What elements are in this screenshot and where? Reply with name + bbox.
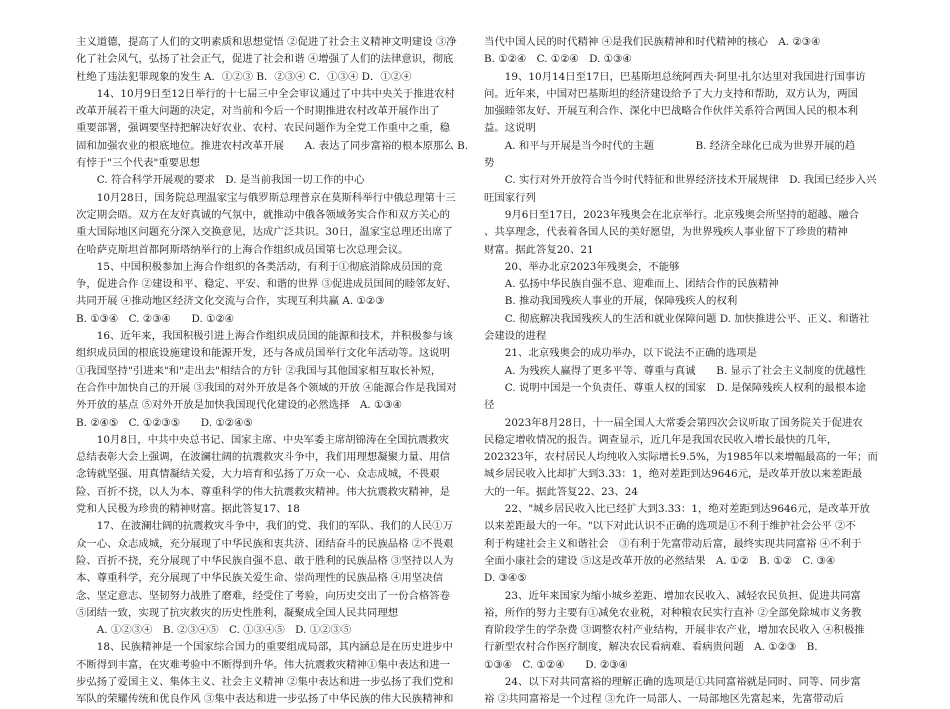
text-line: 在合作中加快自己的开展 ③我国的对外开放是各个领域的开放 ④能源合作是我国对: [76, 381, 457, 394]
text-line: ⑤团结一致，实现了抗灾救灾的历史性胜利，凝聚成全国人民共同理想: [76, 606, 399, 619]
text-line: 军队的荣耀传统和优良作风 ③集中表达和进一步弘扬了中华民族的伟大民族精神和: [76, 693, 454, 706]
text-line: 24、以下对共同富裕的理解正确的选项是①共同富裕就是同时、同等、同步富: [484, 675, 861, 688]
text-line: 杜绝了违法犯罪现象的发生 A．①②③ B．②③④ C．①③④ D．①②④: [76, 70, 412, 83]
text-line: D. ③④⑤: [484, 572, 527, 585]
text-line: 组织成员国的根底设施建设和能源开发，还与各成员国举行文化年活动等。这说明: [76, 347, 451, 360]
text-line: 14、10月9日至12日举行的十七届三中全会审议通过了中共中央关于推进农村: [76, 87, 455, 100]
text-line: 争，促进合作 ②建设和平、稳定、平安、和谐的世界 ③促进成员国间的睦邻友好、: [76, 278, 457, 291]
text-line: 20、举办北京2023年残奥会，不能够: [484, 260, 680, 273]
text-line: 10月8日，中共中央总书记、国家主席、中央军委主席胡锦涛在全国抗震救灾: [76, 433, 450, 446]
text-line: ①③④ C. ①②④ D. ②③④: [484, 658, 628, 671]
text-line: C. 彻底解决我国残疾人的生活和就业保障问题 D. 加快推进公平、正义、和谐社: [484, 312, 870, 325]
text-line: 21、北京残奥会的成功举办，以下说法不正确的选项是: [484, 347, 757, 360]
text-line: 裕，所作的努力主要有①减免农业税，对种粮农民实行直补 ②全部免除城市义务教: [484, 606, 862, 619]
text-line: 不断得到丰富，在灾难考验中不断得到升华。伟大抗震救灾精神①集中表达和进一: [76, 658, 451, 671]
text-line: 22、"城乡居民收入比已经扩大到3.33：1，绝对差距到达9646元，是改革开放: [484, 503, 870, 516]
text-line: A. ①②③④ B. ②③④⑤ C. ①③④⑤ D. ①②③⑤: [76, 624, 352, 637]
text-line: B. ①②④ C. ①②④ D. ①③④: [484, 53, 632, 66]
text-line: 有悖于"三个代表"重要思想: [76, 157, 200, 170]
text-line: 念铸就坚强、用真情凝结关爱，大力培育和弘扬了万众一心、众志成城，不畏艰: [76, 468, 440, 481]
right-column: [484, 34, 909, 709]
text-line: 17、在波澜壮阔的抗震救灾斗争中，我们的党、我们的军队、我们的人民①万: [76, 520, 453, 533]
text-line: 、共享理念，代表着各国人民的美好愿望，为世界残疾人事业留下了珍贵的精神: [484, 226, 848, 239]
text-line: 重大国际地区问题充分深入交换意见，达成广泛共识。30日，温家宝总理还出席了: [76, 226, 453, 239]
text-line: 本、尊重科学，充分展现了中华民族关爱生命、崇尚理性的民族品格 ④用坚决信: [76, 572, 443, 585]
text-line: 行新型农村合作医疗制度，解决农民看病难、看病贵问题 A. ①②③ B.: [484, 641, 818, 654]
text-line: B. ①③④ C. ②③④ D. ①②④: [76, 312, 234, 325]
text-line: 在哈萨克斯坦首都阿斯塔纳举行的上海合作组织成员国第七次总理会议。: [76, 243, 409, 256]
text-line: 外开放的基点 ⑤对外开放是加快我国现代化建设的必然选择 A. ①③④: [76, 399, 402, 412]
text-line: 财富。据此答复20、21: [484, 243, 594, 256]
text-line: 大的一年。据此答复22、23、24: [484, 485, 638, 498]
text-line: 险、百折不挠，以人为本、尊重科学的伟大抗震救灾精神。伟大抗震救灾精神，是: [76, 485, 451, 498]
text-line: 径: [484, 399, 495, 412]
text-line: 裕 ②共同富裕是一个过程 ③允许一局部人、一局部地区先富起来，先富带动后: [484, 693, 844, 706]
text-line: 众一心、众志成城，充分展现了中华民族和衷共济、团结奋斗的民族品格 ②不畏艰: [76, 537, 454, 550]
text-line: 10月28日，国务院总理温家宝与俄罗斯总理普京在莫斯科举行中俄总理第十三: [76, 191, 456, 204]
text-line: C. 符合科学开展观的要求 D. 是当前我国一切工作的中心: [76, 174, 365, 187]
text-line: 全面小康社会的建设 ⑤这是改革开放的必然结果 A. ①② B. ①② C. ③④: [484, 554, 836, 567]
text-line: C. 实行对外开放符合当今时代特征和世界经济技术开展规律 D. 我国已经步入兴: [484, 174, 877, 187]
text-line: 加强睦邻友好、开展互利合作、深化中巴战略合作伙伴关系符合两国人民的根本利: [484, 105, 859, 118]
text-line: B. 推动我国残疾人事业的开展，保障残疾人的权利: [484, 295, 738, 308]
text-line: 9月6日至17日，2023年残奥会在北京举行。北京残奥会所坚持的超越、融合: [484, 208, 859, 221]
text-line: 问。近年来，中国对巴基斯坦的经济建设给予了大力支持和帮助，双方认为，两国: [484, 87, 859, 100]
text-line: C. 说明中国是一个负责任、尊重人权的国家 D. 是保障残疾人权利的最根本途: [484, 381, 867, 394]
text-line: 次定期会晤。双方在友好真诚的气氛中，就推动中俄各领域务实合作和双方关心的: [76, 208, 451, 221]
text-line: 23、近年来国家为缩小城乡差距、增加农民收入、减轻农民负担、促进共同富: [484, 589, 861, 602]
text-line: 会建设的进程: [484, 330, 547, 343]
text-line: 共同开展 ④推动地区经济文化交流与合作，实现互利共赢 A. ①②③: [76, 295, 385, 308]
text-line: 16、近年来，我国积极引进上海合作组织成员国的能源和技术，并积极参与该: [76, 330, 453, 343]
text-line: 民稳定增收情况的报告。调查显示，近几年是我国农民收入增长最快的几年，: [484, 433, 838, 446]
text-line: 旺国家行列: [484, 191, 536, 204]
text-line: 固和加强农业的根底地位。推进农村改革开展 A. 表达了同步富裕的根本原那么 B.: [76, 139, 469, 152]
text-line: 育阶段学生的学杂费 ③调整农村产业结构，开展非农产业，增加农民收入 ④积极推: [484, 624, 865, 637]
text-line: 城乡居民收入比却扩大到3.33：1，绝对差距到达9646元，是改革开放以来差距最: [484, 468, 863, 481]
text-line: 利于构建社会主义和谐社会 ③有利于先富带动后富，最终实现共同富裕 ④不利于: [484, 537, 862, 550]
text-line: 15、中国积极参加上海合作组织的各类活动，有利于①彻底消除成员国的竞: [76, 260, 443, 273]
text-line: 主义道德，提高了人们的文明素质和思想觉悟 ②促进了社会主义精神文明建设 ③净: [76, 36, 457, 48]
text-line: A. 和平与开展是当今时代的主题 B. 经济全球化已成为世界开展的趋: [484, 139, 856, 152]
left-column: [76, 34, 501, 709]
text-line: 重要部署，强调要坚持把解决好农业、农村、农民问题作为全党工作重中之重，稳: [76, 122, 451, 135]
text-line: 202323年，农村居民人均纯收入实际增长9.5%，为1985年以来增幅最高的一年；而: [484, 451, 878, 464]
text-line: A. 弘扬中华民族自强不息、迎难而上、团结合作的民族精神: [484, 278, 779, 291]
text-line: 改革开展若干重大问题的决定，对当前和今后一个时期推进农村改革开展作出了: [76, 105, 440, 118]
text-line: 念、坚定意志、坚韧努力战胜了磨难，经受住了考验，向历史交出了一份合格答卷: [76, 589, 451, 602]
text-line: 险、百折不挠，充分展现了中华民族自强不息、敢于胜利的民族品格 ③坚持以人为: [76, 554, 454, 567]
text-line: 19、10月14日至17日，巴基斯坦总统阿西夫·阿里·扎尔达里对我国进行国事访: [484, 70, 866, 83]
text-line: 益。这说明: [484, 122, 536, 135]
text-line: 18、民族精神是一个国家综合国力的重要组成局部，其内涵总是在历史进步中: [76, 641, 453, 654]
text-line: 2023年8月28日，十一届全国人大常委会第四次会议听取了国务院关于促进农: [484, 416, 863, 429]
text-line: A. 为残疾人赢得了更多平等、尊重与真诚 B. 显示了社会主义制度的优越性: [484, 364, 866, 377]
text-line: 党和人民极为珍贵的精神财富。据此答复17、18: [76, 503, 300, 516]
text-line: 化了社会风气，弘扬了社会正气，促进了社会和谐 ④增强了人们的法律意识，彻底: [76, 53, 454, 66]
text-line: 势: [484, 157, 495, 170]
text-line: 当代中国人民的时代精神 ④是我们民族精神和时代精神的核心 A. ②③④: [484, 36, 821, 48]
text-line: 以来差距最大的一年。"以下对此认识不正确的选项是①不利于维护社会公平 ②不: [484, 520, 856, 533]
text-line: 步弘扬了爱国主义、集体主义、社会主义精神 ②集中表达和进一步弘扬了我们党和: [76, 675, 454, 688]
text-line: 总结表彰大会上强调，在波澜壮阔的抗震救灾斗争中，我们用理想凝聚力量、用信: [76, 451, 451, 464]
text-line: ①我国坚持"引进来"和"走出去"相结合的方针 ②我国与其他国家相互取长补短，: [76, 364, 442, 377]
text-line: B. ②④⑤ C. ①②③⑤ D. ①②④⑤: [76, 416, 253, 429]
